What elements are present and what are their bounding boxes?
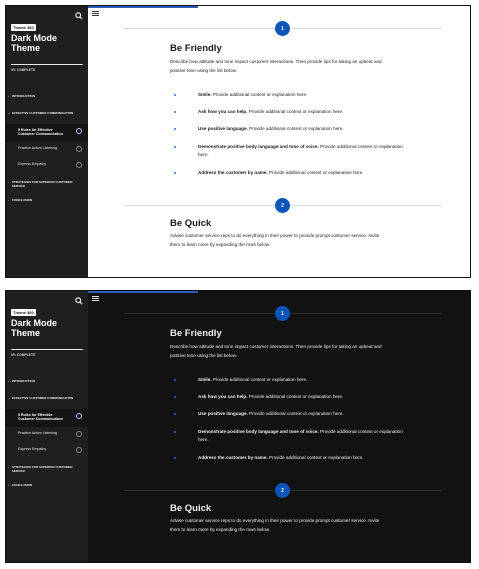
step-divider [124, 310, 442, 317]
chevron-right-icon: › [8, 379, 9, 383]
section-heading: Be Friendly [170, 43, 222, 54]
nav-strategies[interactable] [8, 180, 76, 188]
step-number: 1 [275, 306, 290, 321]
lesson-label: Express Empathy [18, 447, 47, 451]
lesson-content: 1 Be Friendly Describe how attitude and tone impact customer interactions. Then provide tips for taking an upbeat and positive tone using the list below. Smile. Provide additional context or explanation here. Ask how you can help. Provide additional context or explanation here. Use positive language. Provide additional context or explanation here. Demonstrate positive body language and tone of voice. Provide additional context or explanation here. Address the customer by name. Provide additional context or explanation here. 2 Be Quick Advise customer service reps to do everything in their power to provide prompt customer service. Invite them to learn more by expanding the rows below. [88, 6, 470, 277]
step-divider [124, 202, 442, 209]
lesson-label: Practice Active Listening [18, 431, 57, 435]
bullet-icon [174, 172, 176, 174]
bullet-icon [174, 396, 176, 398]
chevron-right-icon: › [8, 465, 9, 469]
progress-ring-icon [76, 431, 82, 437]
section-heading: Be Friendly [170, 328, 222, 339]
chevron-right-icon: › [8, 198, 9, 202]
nav-conclusion[interactable] [8, 483, 76, 487]
nav-strategies-label: STRATEGIES FOR SUPERIOR CUSTOMER SERVICE [12, 180, 73, 188]
course-title: Dark Mode Theme [11, 318, 58, 338]
nav-conclusion-label: CONCLUSION [12, 483, 33, 487]
progress-ring-icon [76, 162, 82, 168]
progress-divider [11, 349, 83, 350]
bullet-icon [174, 111, 176, 113]
progress-ring-icon [76, 128, 82, 134]
chevron-right-icon: › [8, 483, 9, 487]
step-number: 2 [275, 198, 290, 213]
step-divider [124, 487, 442, 494]
course-title: Dark Mode Theme [11, 33, 58, 53]
sidebar [6, 291, 88, 562]
menu-icon[interactable] [92, 11, 99, 16]
nav-conclusion-label: CONCLUSION [12, 198, 33, 202]
nav-strategies[interactable] [8, 465, 76, 473]
lesson-label: Express Empathy [18, 162, 47, 166]
nav-introduction-label: INTRODUCTION [12, 379, 35, 383]
lesson-item[interactable] [6, 158, 88, 176]
step-number: 2 [275, 483, 290, 498]
step-divider [124, 25, 442, 32]
section-heading: Be Quick [170, 503, 212, 514]
progress-ring-icon [76, 447, 82, 453]
bullet-icon [174, 379, 176, 381]
bullet-icon [174, 146, 176, 148]
progress-ring-icon [76, 146, 82, 152]
light-theme-preview [5, 5, 471, 278]
nav-effective-label: EFFECTIVE CUSTOMER COMMUNICATION [12, 111, 74, 115]
lesson-item[interactable] [6, 443, 88, 461]
nav-introduction[interactable] [8, 379, 76, 383]
bullet-icon [174, 457, 176, 459]
section-description: Describe how attitude and tone impact customer interactions. Then provide tips for taking an upbeat and positive tone using the list below. [170, 59, 382, 73]
nav-effective-communication[interactable] [8, 111, 76, 115]
nav-introduction-label: INTRODUCTION [12, 94, 35, 98]
section-description: Describe how attitude and tone impact customer interactions. Then provide tips for taking an upbeat and positive tone using the list below. [170, 344, 382, 358]
nav-effective-communication[interactable] [8, 396, 76, 400]
nav-effective-label: EFFECTIVE CUSTOMER COMMUNICATION [12, 396, 74, 400]
progress-ring-icon [76, 413, 82, 419]
bullet-icon [174, 128, 176, 130]
chevron-right-icon: › [8, 94, 9, 98]
step-number: 1 [275, 21, 290, 36]
bullet-icon [174, 431, 176, 433]
chevron-down-icon: ⌄ [8, 111, 11, 115]
bullet-icon [174, 413, 176, 415]
dark-theme-preview [5, 290, 471, 563]
section-description: Advise customer service reps to do everything in their power to provide prompt customer service. Invite them to learn more by expanding the rows below. [170, 233, 380, 247]
lesson-item[interactable] [6, 409, 88, 427]
sidebar [6, 6, 88, 277]
search-icon[interactable] [75, 297, 83, 305]
lesson-content: 1 Be Friendly Describe how attitude and tone impact customer interactions. Then provide tips for taking an upbeat and positive tone using the list below. Smile. Provide additional context or explanation here. Ask how you can help. Provide additional context or explanation here. Use positive language. Provide additional context or explanation here. Demonstrate positive body language and tone of voice. Provide additional context or explanation here. Address the customer by name. Provide additional context or explanation here. 2 Be Quick Advise customer service reps to do everything in their power to provide prompt customer service. Invite them to learn more by expanding the rows below. [88, 291, 470, 562]
nav-introduction[interactable] [8, 94, 76, 98]
search-icon[interactable] [75, 12, 83, 20]
progress-bar [88, 291, 198, 293]
lesson-item[interactable] [6, 124, 88, 142]
progress-bar [88, 6, 198, 8]
progress-label: 0% COMPLETE [11, 353, 36, 357]
nav-strategies-label: STRATEGIES FOR SUPERIOR CUSTOMER SERVICE [12, 465, 73, 473]
progress-label: 0% COMPLETE [11, 68, 36, 72]
menu-icon[interactable] [92, 296, 99, 301]
chevron-down-icon: ⌄ [8, 396, 11, 400]
bullet-icon [174, 94, 176, 96]
course-badge: Theme 360 [13, 25, 34, 30]
section-heading: Be Quick [170, 218, 212, 229]
chevron-right-icon: › [8, 180, 9, 184]
course-badge: Theme 360 [13, 310, 34, 315]
nav-conclusion[interactable] [8, 198, 76, 202]
progress-divider [11, 64, 83, 65]
section-description: Advise customer service reps to do everything in their power to provide prompt customer service. Invite them to learn more by expanding the rows below. [170, 518, 380, 532]
lesson-label: 5 Rules for Effective Customer Communication [18, 413, 63, 422]
lesson-label: 5 Rules for Effective Customer Communication [18, 128, 63, 137]
lesson-label: Practice Active Listening [18, 146, 57, 150]
